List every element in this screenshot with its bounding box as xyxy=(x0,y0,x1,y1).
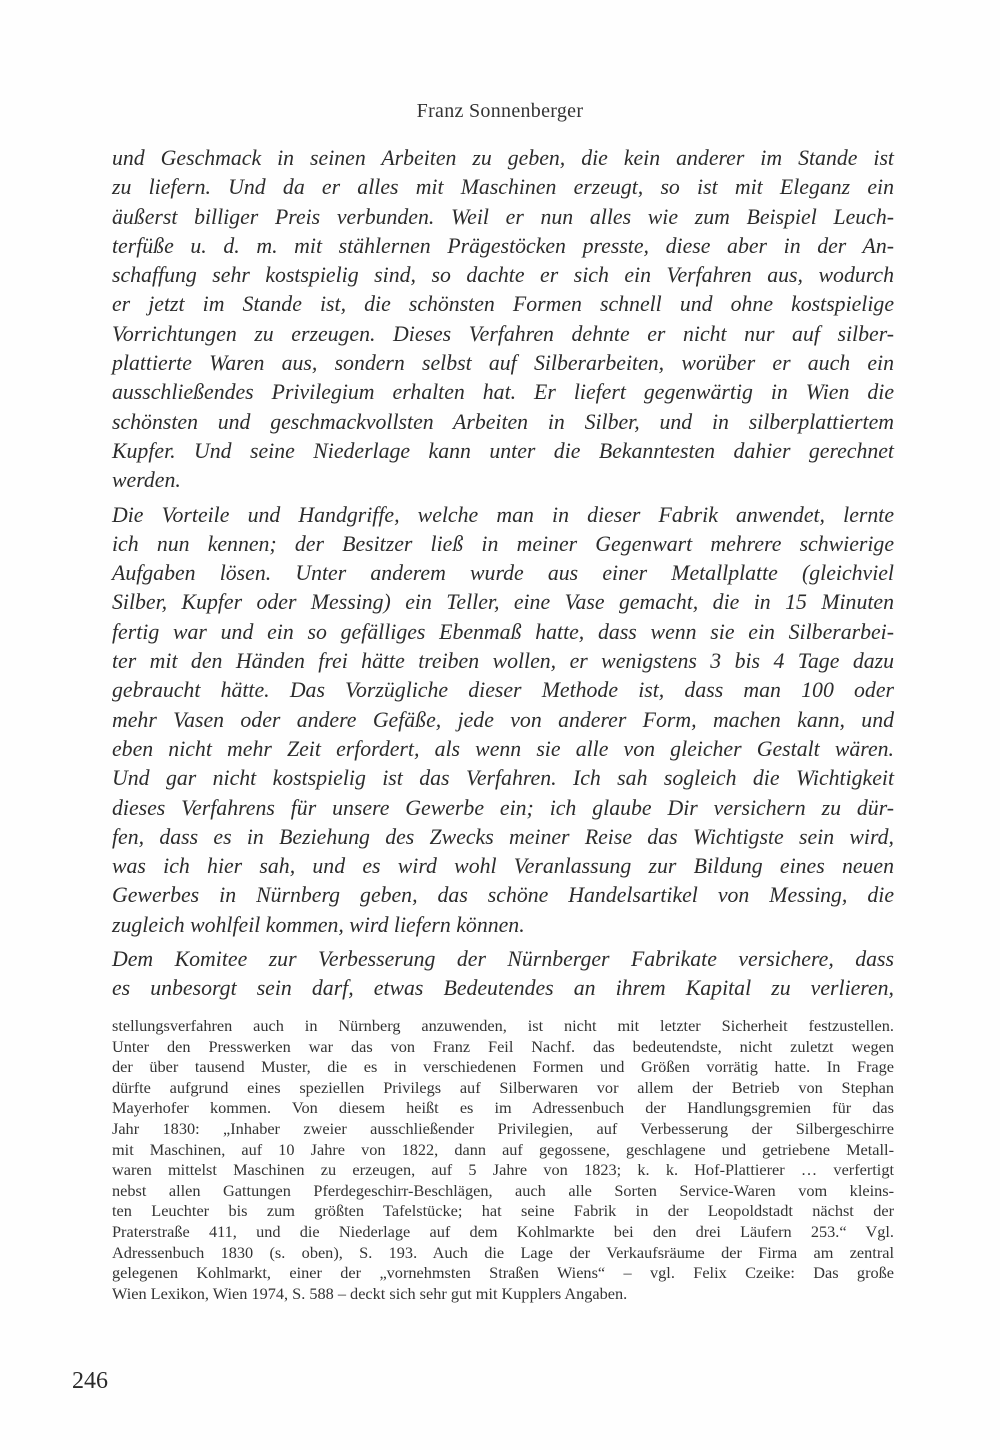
footnote-line: waren mittelst Maschinen zu erzeugen, auf 5 Jahre von 1823; k. k. Hof-Plattierer … verfertigt xyxy=(112,1160,894,1180)
footnote-line: stellungsverfahren auch in Nürnberg anzuwenden, ist nicht mit letzter Sicherheit festzustellen. xyxy=(112,1016,894,1035)
footnote-line: Wien Lexikon, Wien 1974, S. 588 – deckt sich sehr gut mit Kupplers Angaben. xyxy=(112,1283,628,1303)
text-line: Die Vorteile und Handgriffe, welche man in dieser Fabrik anwendet, lernte xyxy=(112,502,894,527)
text-line: es unbesorgt sein darf, etwas Bedeutendes an ihrem Kapital zu verlieren, xyxy=(112,976,894,1001)
text-line: und Geschmack in seinen Arbeiten zu geben, die kein anderer im Stande ist xyxy=(112,146,894,170)
text-line: Und gar nicht kostspielig ist das Verfahren. Ich sah sogleich die Wichtigkeit xyxy=(112,766,894,791)
text-line: Gewerbes in Nürnberg geben, das schöne Handelsartikel von Messing, die xyxy=(112,883,894,908)
page-number: 246 xyxy=(72,1368,108,1394)
text-line: Silber, Kupfer oder Messing) ein Teller, eine Vase gemacht, die in 15 Minuten xyxy=(112,590,894,615)
text-line: plattierte Waren aus, sondern selbst auf Silberarbeiten, worüber er auch ein xyxy=(112,351,894,376)
text-line: Vorrichtungen zu erzeugen. Dieses Verfahren dehnte er nicht nur auf silber- xyxy=(112,321,894,346)
text-line: was ich hier sah, und es wird wohl Veranlassung zur Bildung eines neuen xyxy=(112,854,894,879)
footnote-line: Praterstraße 411, und die Niederlage auf dem Kohlmarkte bei den drei Läufern 253.“ Vgl. xyxy=(112,1221,894,1241)
footnote xyxy=(112,1016,894,1304)
footnote-line: der über tausend Muster, die es in verschiedenen Formen und Größen vorrätig hatte. In Frage xyxy=(112,1057,894,1077)
footnote-line: nebst allen Gattungen Pferdegeschirr-Beschlägen, auch alle Sorten Service-Waren vom kleins- xyxy=(112,1180,894,1200)
main-text xyxy=(112,144,894,1009)
text-line: er jetzt im Stande ist, die schönsten Formen schnell und ohne kostspielige xyxy=(112,292,894,317)
footnote-line: ten Leuchter bis zum größten Tafelstücke; hat seine Fabrik in der Leopoldstadt nächst der xyxy=(112,1201,894,1221)
text-line: werden. xyxy=(112,468,181,493)
footnote-line: Mayerhofer kommen. Von diesem heißt es im Adressenbuch der Handlungsgremien für das xyxy=(112,1098,894,1118)
text-line: schaffung sehr kostspielig sind, so dachte er sich ein Verfahren aus, wodurch xyxy=(112,263,894,288)
footnote-line: mit Maschinen, auf 10 Jahre von 1822, dann auf gegossene, geschlagene und getriebene Metall- xyxy=(112,1139,894,1159)
running-head: Franz Sonnenberger xyxy=(416,100,584,122)
text-line: fen, dass es in Beziehung des Zwecks meiner Reise das Wichtigste sein wird, xyxy=(112,824,894,849)
text-line: ich nun kennen; der Besitzer ließ in meiner Gegenwart mehrere schwierige xyxy=(112,531,894,556)
text-line: terfüße u. d. m. mit stählernen Prägestöcken presste, diese aber in der An- xyxy=(112,233,894,258)
text-line: ter mit den Händen frei hätte treiben wollen, er wenigstens 3 bis 4 Tage dazu xyxy=(112,649,894,674)
text-line: äußerst billiger Preis verbunden. Weil er nun alles wie zum Beispiel Leuch- xyxy=(112,204,894,229)
footnote-line: gelegenen Kohlmarkt, einer der „vornehmsten Straßen Wiens“ – vgl. Felix Czeike: Das große xyxy=(112,1263,894,1283)
text-line: zugleich wohlfeil kommen, wird liefern können. xyxy=(112,912,525,937)
text-line: schönsten und geschmackvollsten Arbeiten in Silber, und in silberplattiertem xyxy=(112,409,894,434)
footnote-line: dürfte aufgrund eines speziellen Privilegs auf Silberwaren vor allem der Betrieb von Stephan xyxy=(112,1077,894,1097)
text-line: mehr Vasen oder andere Gefäße, jede von anderer Form, machen kann, und xyxy=(112,707,894,732)
paragraph xyxy=(112,945,894,1004)
text-line: Aufgaben lösen. Unter anderem wurde aus einer Metallplatte (gleichviel xyxy=(112,561,894,586)
text-line: Dem Komitee zur Verbesserung der Nürnberger Fabrikate versichere, dass xyxy=(112,947,894,972)
text-line: gebraucht hätte. Das Vorzügliche dieser Methode ist, dass man 100 oder xyxy=(112,678,894,703)
footnote-line: Unter den Presswerken war das von Franz Feil Nachf. das bedeutendste, nicht zuletzt wegen xyxy=(112,1036,894,1056)
text-line: ausschließendes Privilegium erhalten hat. Er liefert gegenwärtig in Wien die xyxy=(112,380,894,405)
paragraph xyxy=(112,501,894,940)
text-line: zu liefern. Und da er alles mit Maschinen erzeugt, so ist mit Eleganz ein xyxy=(112,175,894,200)
text-line: dieses Verfahrens für unsere Gewerbe ein; ich glaube Dir versichern zu dür- xyxy=(112,795,894,820)
footnote-line: Adressenbuch 1830 (s. oben), S. 193. Auch die Lage der Verkaufsräume der Firma am zentral xyxy=(112,1242,894,1262)
footnote-line: Jahr 1830: „Inhaber zweier ausschließender Privilegien, auf Verbesserung der Silbergeschirre xyxy=(112,1118,894,1138)
paragraph xyxy=(112,144,894,496)
text-line: eben nicht mehr Zeit erfordert, als wenn sie alle von gleicher Gestalt wären. xyxy=(112,736,894,761)
text-line: fertig war und ein so gefälliges Ebenmaß hatte, dass wenn sie ein Silberarbei- xyxy=(112,619,894,644)
text-line: Kupfer. Und seine Niederlage kann unter die Bekanntesten dahier gerechnet xyxy=(112,438,894,463)
